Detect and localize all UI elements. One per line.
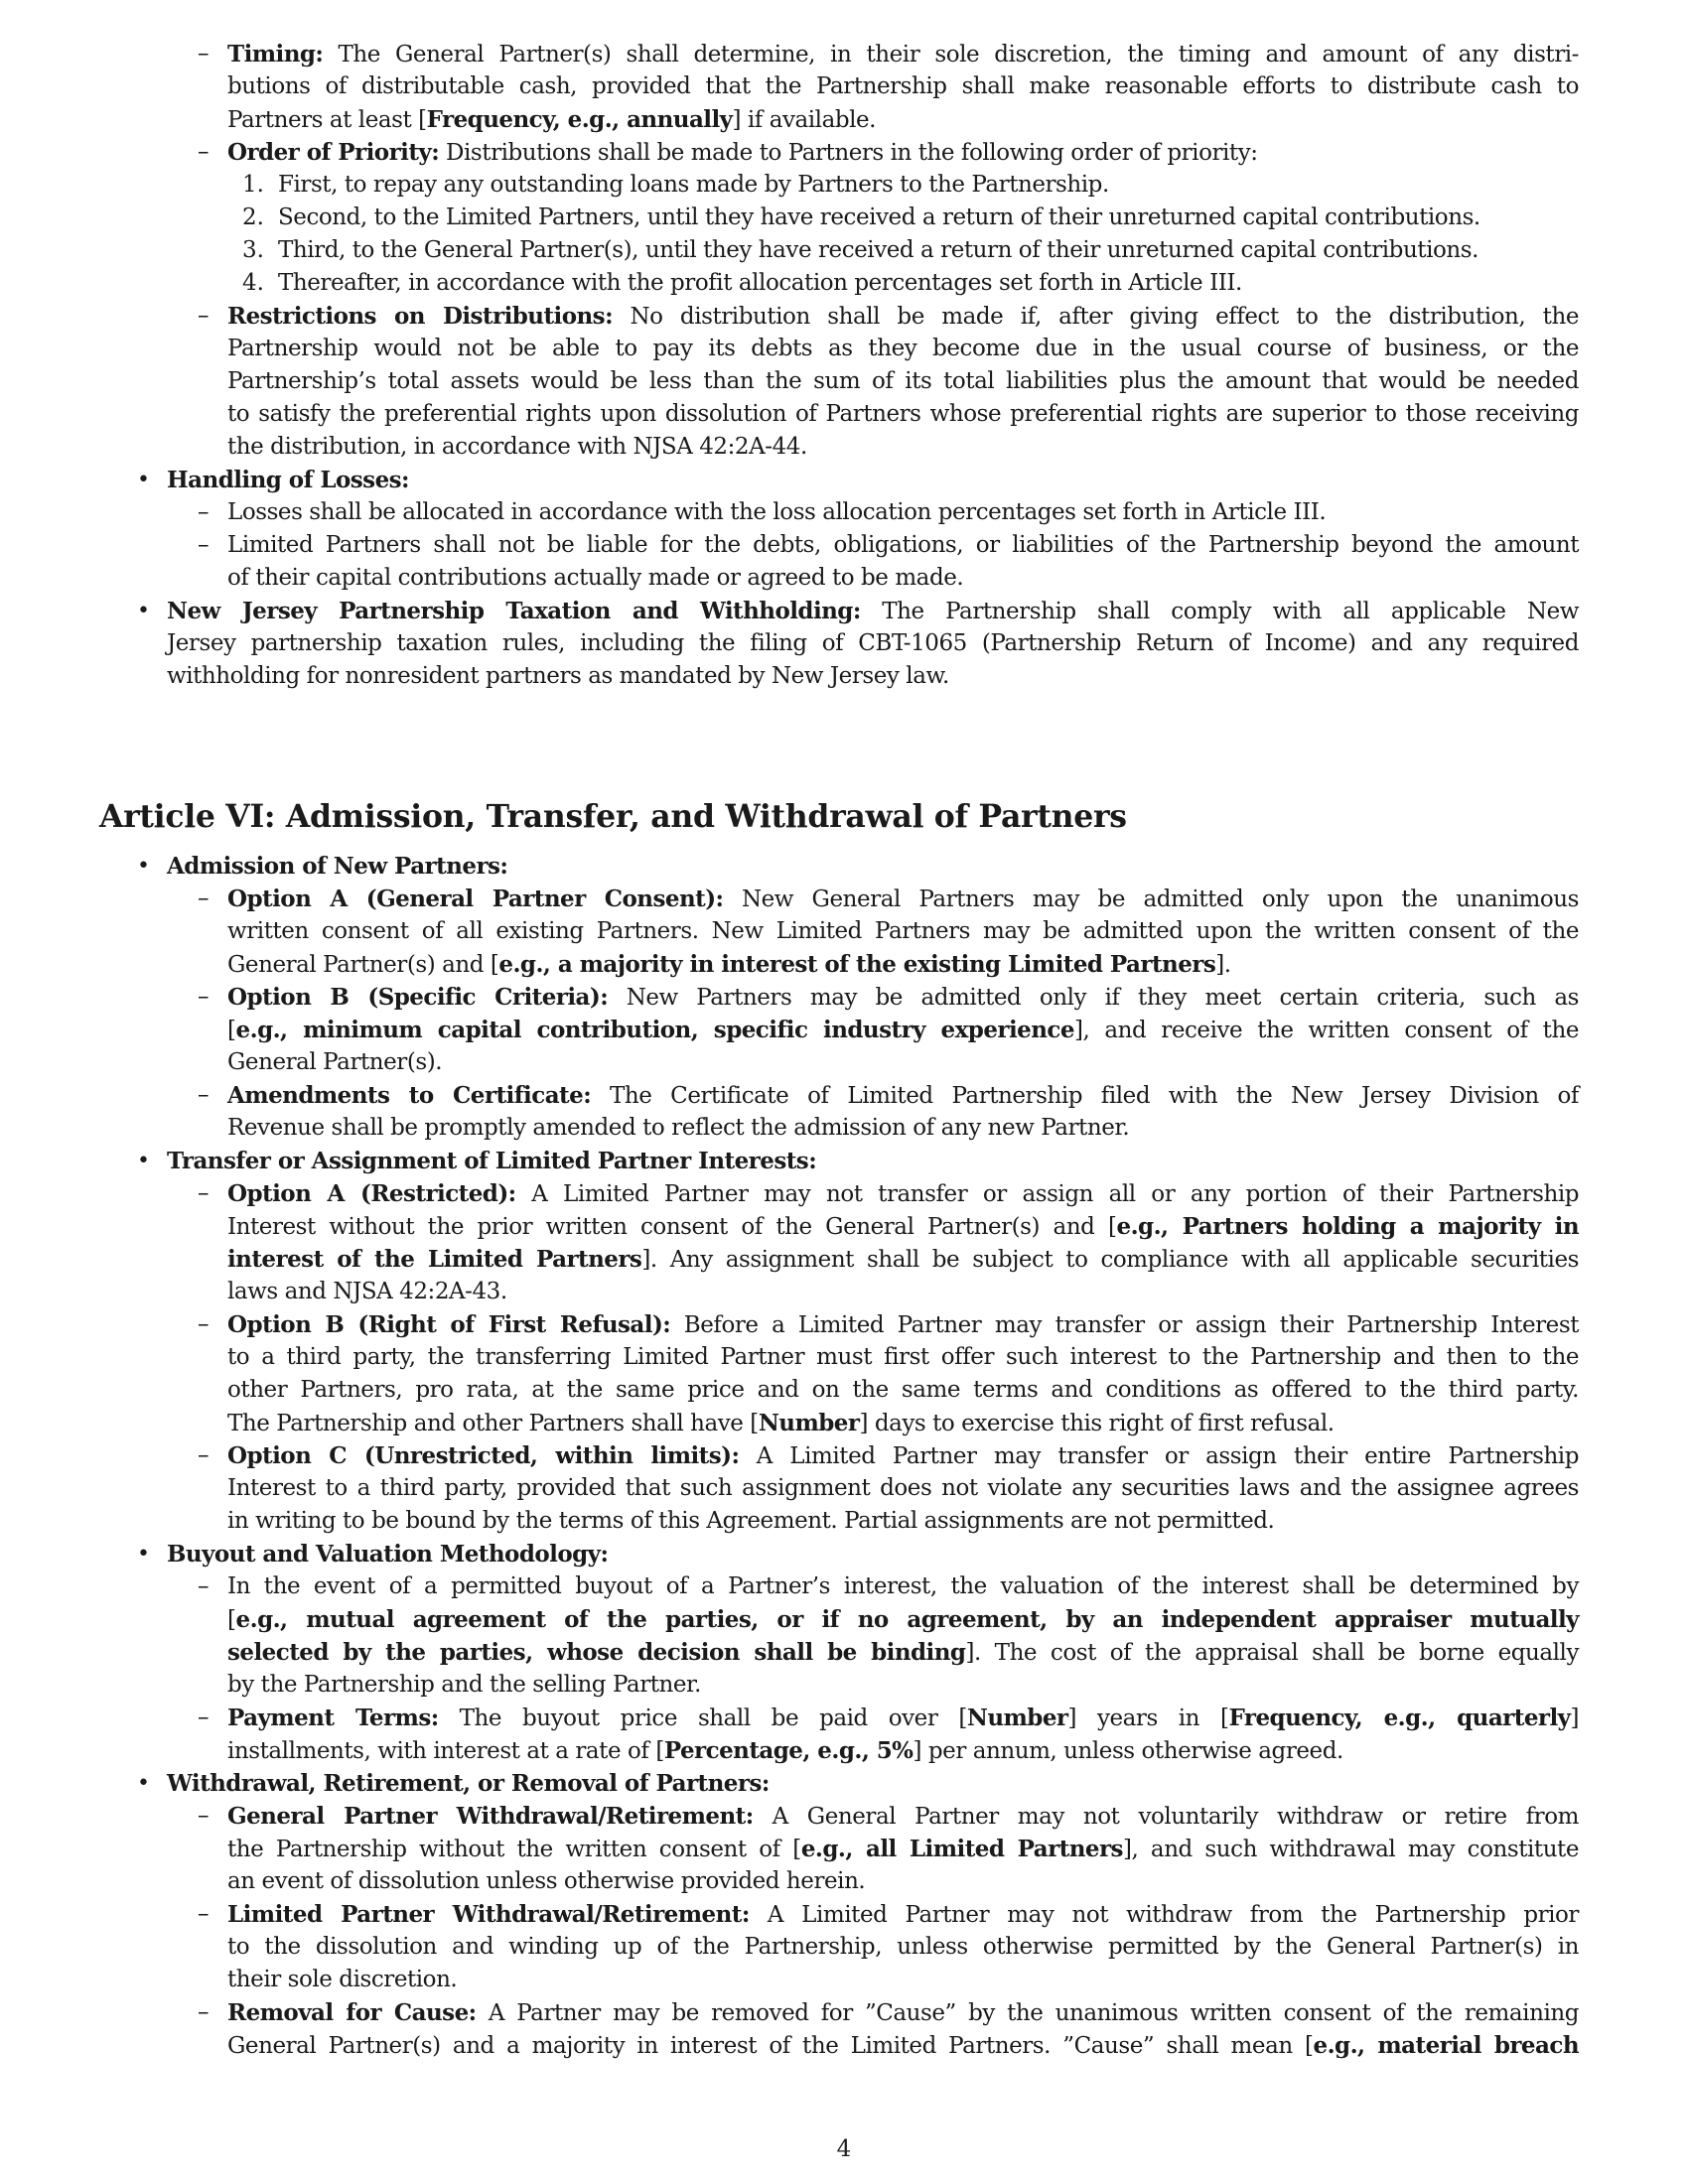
dash-marker: – <box>198 1082 210 1108</box>
text-span: The General Partner(s) shall determine, in their sole discretion, the timing and amount of any distri- <box>323 42 1579 68</box>
text-span: The Certificate of Limited Partnership filed with the New Jersey Division of <box>591 1083 1579 1109</box>
text-line <box>227 1931 1579 1964</box>
text-line <box>278 267 1579 300</box>
page-number: 4 <box>836 2136 852 2162</box>
bold-text: Frequency, e.g., annually <box>426 106 733 133</box>
text-span: by the Partnership and the selling Partner. <box>227 1672 701 1698</box>
bold-text: Limited Partner Withdrawal/Retirement: <box>227 1901 750 1928</box>
bold-text: Transfer or Assignment of Limited Partner Interests: <box>167 1148 817 1174</box>
dash-marker: – <box>198 1311 210 1337</box>
text-span: their sole discretion. <box>227 1967 458 1992</box>
text-line <box>227 1112 1579 1145</box>
dash-marker: – <box>198 1573 210 1599</box>
text-span: Interest to a third party, provided that such assignment does not violate any securities laws and the assignee agrees <box>227 1475 1579 1501</box>
text-span: to a third party, the transferring Limited Partner must first offer such interest to the Partnership and then to the <box>227 1344 1579 1370</box>
text-line <box>227 1800 1579 1834</box>
text-line <box>278 234 1579 267</box>
text-span: ], and such withdrawal may constitute <box>1122 1837 1580 1862</box>
bold-text: Frequency, e.g., quarterly <box>1228 1705 1571 1731</box>
dash-marker: – <box>198 886 210 911</box>
text-span: Partnership would not be able to pay its debts as they become due in the usual course of business, or the <box>227 336 1579 361</box>
text-line <box>227 1833 1579 1866</box>
bold-text: Restrictions on Distributions: <box>227 303 614 330</box>
bold-text: Number <box>758 1410 860 1436</box>
text-span: A Limited Partner may not transfer or assign all or any portion of their Partnership <box>515 1181 1580 1207</box>
bold-text: e.g., minimum capital contribution, specific industry experience <box>235 1017 1074 1043</box>
text-line <box>278 202 1579 234</box>
bold-text: Timing: <box>227 41 324 68</box>
text-span: No distribution shall be made if, after giving effect to the distribution, the <box>613 304 1579 330</box>
text-line <box>227 1636 1579 1670</box>
text-line <box>167 464 1579 497</box>
text-line <box>227 1341 1579 1374</box>
text-line <box>227 948 1579 982</box>
text-line <box>227 1177 1579 1211</box>
bold-text: New Jersey Partnership Taxation and Withholding: <box>167 598 861 624</box>
bullet-marker: • <box>137 854 150 879</box>
list-number: 1. <box>242 172 264 198</box>
text-line <box>227 1570 1579 1603</box>
bold-text: e.g., mutual agreement of the parties, or if no agreement, by an independent appraiser mutually <box>235 1606 1579 1633</box>
bold-text: Buyout and Valuation Methodology: <box>167 1541 609 1568</box>
text-span: New Partners may be admitted only if they meet certain criteria, such as <box>608 985 1580 1011</box>
bold-text: e.g., all Limited Partners <box>800 1836 1123 1862</box>
text-line <box>227 1014 1579 1047</box>
dash-marker: – <box>198 984 210 1010</box>
text-span: in writing to be bound by the terms of this Agreement. Partial assignments are not permitted. <box>227 1508 1275 1534</box>
text-span: A Limited Partner may transfer or assign their entire Partnership <box>739 1443 1579 1469</box>
text-span: other Partners, pro rata, at the same price and on the same terms and conditions as offered to the third party. <box>227 1377 1579 1403</box>
bold-text: Option C (Unrestricted, within limits): <box>227 1442 740 1469</box>
text-line <box>227 1734 1579 1768</box>
text-span: The Partnership shall comply with all applicable New <box>860 599 1579 624</box>
text-span: Partners at least [ <box>227 107 427 133</box>
bold-text: e.g., a majority in interest of the existing Limited Partners <box>498 951 1216 978</box>
text-span: Distributions shall be made to Partners in the following order of priority: <box>439 140 1258 166</box>
bullet-marker: • <box>137 1149 150 1173</box>
text-line <box>227 1865 1579 1898</box>
text-span: written consent of all existing Partners. New Limited Partners may be admitted upon the written consent of the <box>227 918 1579 944</box>
dash-marker: – <box>198 303 210 329</box>
text-line <box>227 2029 1579 2063</box>
text-line <box>227 1046 1579 1079</box>
dash-marker: – <box>198 1705 210 1730</box>
text-span: the distribution, in accordance with NJSA 42:2A-44. <box>227 434 807 460</box>
text-line <box>167 1145 1579 1178</box>
text-line <box>227 496 1579 529</box>
text-line <box>227 70 1579 103</box>
text-span: ] if available. <box>732 107 877 133</box>
bold-text: Option B (Specific Criteria): <box>227 984 609 1011</box>
bold-text: Removal for Cause: <box>227 1999 477 2026</box>
list-number: 4. <box>242 270 264 296</box>
text-line <box>227 431 1579 464</box>
dash-marker: – <box>198 1803 210 1829</box>
text-span: Interest without the prior written consent of the General Partner(s) and [ <box>227 1214 1117 1240</box>
dash-marker: – <box>198 1442 210 1468</box>
text-span: to the dissolution and winding up of the Partnership, unless otherwise permitted by the General Partner(s) in <box>227 1934 1579 1960</box>
dash-marker: – <box>198 532 210 558</box>
bold-text: Admission of New Partners: <box>167 853 508 880</box>
text-span: to satisfy the preferential rights upon dissolution of Partners whose preferential rights are superior to those receiving <box>227 401 1579 427</box>
text-line <box>227 1898 1579 1932</box>
text-span: General Partner(s) and a majority in interest of the Limited Partners. ”Cause” shall mean [ <box>227 2033 1314 2059</box>
text-line <box>167 1767 1579 1801</box>
list-number: 2. <box>242 205 264 230</box>
text-line <box>227 1407 1579 1440</box>
text-line <box>227 1079 1579 1113</box>
text-line <box>227 1439 1579 1473</box>
text-span: ] days to exercise this right of first refusal. <box>859 1411 1335 1436</box>
dash-marker: – <box>198 41 210 67</box>
text-line <box>227 398 1579 431</box>
text-line <box>227 1210 1579 1244</box>
bold-text: Handling of Losses: <box>167 467 409 493</box>
bold-text: Option A (General Partner Consent): <box>227 886 724 912</box>
text-span: General Partner(s) and [ <box>227 952 499 978</box>
text-line <box>167 850 1579 884</box>
text-line <box>227 883 1579 916</box>
text-span: Partnership’s total assets would be less than the sum of its total liabilities plus the amount that would be needed <box>227 368 1579 394</box>
text-span: A Limited Partner may not withdraw from the Partnership prior <box>749 1902 1579 1928</box>
text-span: Before a Limited Partner may transfer or assign their Partnership Interest <box>670 1312 1579 1338</box>
text-line <box>227 1505 1579 1538</box>
dash-marker: – <box>198 139 210 165</box>
text-span: General Partner(s). <box>227 1049 443 1075</box>
text-span: ] per annum, unless otherwise agreed. <box>913 1738 1343 1764</box>
text-span: of their capital contributions actually made or agreed to be made. <box>227 565 964 591</box>
bold-text: Order of Priority: <box>227 139 440 166</box>
text-span: Limited Partners shall not be liable for the debts, obligations, or liabilities of the Partnership beyond the amount <box>227 532 1579 558</box>
text-line <box>167 1538 1579 1571</box>
text-span: The buyout price shall be paid over [ <box>438 1706 967 1731</box>
text-span: ]. Any assignment shall be subject to compliance with all applicable securities <box>641 1247 1579 1273</box>
bold-text: interest of the Limited Partners <box>227 1246 642 1273</box>
dash-marker: – <box>198 1999 210 2025</box>
text-line <box>227 981 1579 1015</box>
text-line <box>227 915 1579 948</box>
text-span: ]. <box>1215 952 1231 978</box>
text-line <box>227 1276 1579 1308</box>
bold-text: Option A (Restricted): <box>227 1180 516 1207</box>
text-line <box>227 1996 1579 2030</box>
text-span: butions of distributable cash, provided that the Partnership shall make reasonable efforts to distribute cash to <box>227 73 1579 99</box>
text-span: ] <box>1570 1706 1580 1731</box>
bold-text: Percentage, e.g., 5% <box>663 1737 914 1764</box>
text-line <box>167 627 1579 660</box>
text-span: [ <box>227 1607 236 1633</box>
list-number: 3. <box>242 237 264 263</box>
bold-text: Payment Terms: <box>227 1705 439 1731</box>
text-span: [ <box>227 1018 236 1043</box>
text-span: Third, to the General Partner(s), until they have received a return of their unreturned capital contributions. <box>278 237 1478 263</box>
text-span: Revenue shall be promptly amended to reflect the admission of any new Partner. <box>227 1115 1130 1141</box>
text-line <box>227 562 1579 595</box>
text-span: A Partner may be removed for ”Cause” by the unanimous written consent of the remaining <box>476 2000 1579 2026</box>
text-line <box>227 1964 1579 1996</box>
bold-text: Withdrawal, Retirement, or Removal of Partners: <box>167 1770 770 1797</box>
text-line <box>227 1472 1579 1505</box>
text-line <box>227 1702 1579 1735</box>
text-line <box>167 660 1579 693</box>
text-span: ] years in [ <box>1067 1706 1229 1731</box>
text-line <box>227 1669 1579 1702</box>
text-span: First, to repay any outstanding loans made by Partners to the Partnership. <box>278 172 1109 198</box>
text-span: In the event of a permitted buyout of a Partner’s interest, the valuation of the interest shall be determined by <box>227 1573 1579 1599</box>
text-line <box>278 169 1579 202</box>
text-line <box>167 595 1579 628</box>
text-span: installments, with interest at a rate of [ <box>227 1738 664 1764</box>
text-line <box>227 333 1579 365</box>
text-line <box>227 136 1579 170</box>
text-span: Losses shall be allocated in accordance with the loss allocation percentages set forth in Article III. <box>227 499 1327 525</box>
text-line <box>227 300 1579 334</box>
text-span: New General Partners may be admitted only upon the unanimous <box>723 887 1579 912</box>
text-line <box>227 1243 1579 1277</box>
bold-text: e.g., material breach <box>1313 2032 1579 2059</box>
text-span: Second, to the Limited Partners, until they have received a return of their unreturned capital contributions. <box>278 205 1480 230</box>
bold-text: Amendments to Certificate: <box>227 1082 592 1109</box>
bold-text: General Partner Withdrawal/Retirement: <box>227 1803 754 1830</box>
text-span: The Partnership and other Partners shall have [ <box>227 1411 759 1436</box>
text-line <box>227 1308 1579 1342</box>
text-span: withholding for nonresident partners as mandated by New Jersey law. <box>167 663 949 689</box>
text-span: the Partnership without the written consent of [ <box>227 1837 801 1862</box>
bullet-marker: • <box>137 468 150 492</box>
bold-text: Number <box>966 1705 1068 1731</box>
text-span: ], and receive the written consent of the <box>1073 1018 1579 1043</box>
text-span: Jersey partnership taxation rules, including the filing of CBT-1065 (Partnership Return of Income) and any required <box>167 630 1579 656</box>
text-line <box>227 529 1579 562</box>
dash-marker: – <box>198 499 210 525</box>
text-line <box>227 1603 1579 1637</box>
text-span: ]. The cost of the appraisal shall be borne equally <box>965 1640 1579 1666</box>
bold-text: e.g., Partners holding a majority in <box>1116 1213 1579 1240</box>
article-heading: Article VI: Admission, Transfer, and Withdrawal of Partners <box>99 798 1127 835</box>
bullet-marker: • <box>137 1771 150 1796</box>
bullet-marker: • <box>137 1542 150 1567</box>
dash-marker: – <box>198 1180 210 1206</box>
text-span: laws and NJSA 42:2A-43. <box>227 1279 507 1304</box>
text-span: A General Partner may not voluntarily withdraw or retire from <box>753 1804 1579 1830</box>
bold-text: selected by the parties, whose decision shall be binding <box>227 1639 966 1666</box>
bullet-marker: • <box>137 599 150 623</box>
text-span: an event of dissolution unless otherwise provided herein. <box>227 1868 866 1894</box>
bold-text: Option B (Right of First Refusal): <box>227 1311 671 1338</box>
dash-marker: – <box>198 1901 210 1927</box>
text-line <box>227 1374 1579 1407</box>
text-span: Thereafter, in accordance with the profit allocation percentages set forth in Article III. <box>278 270 1242 296</box>
text-line <box>227 103 1579 137</box>
text-line <box>227 365 1579 398</box>
text-line <box>227 38 1579 71</box>
